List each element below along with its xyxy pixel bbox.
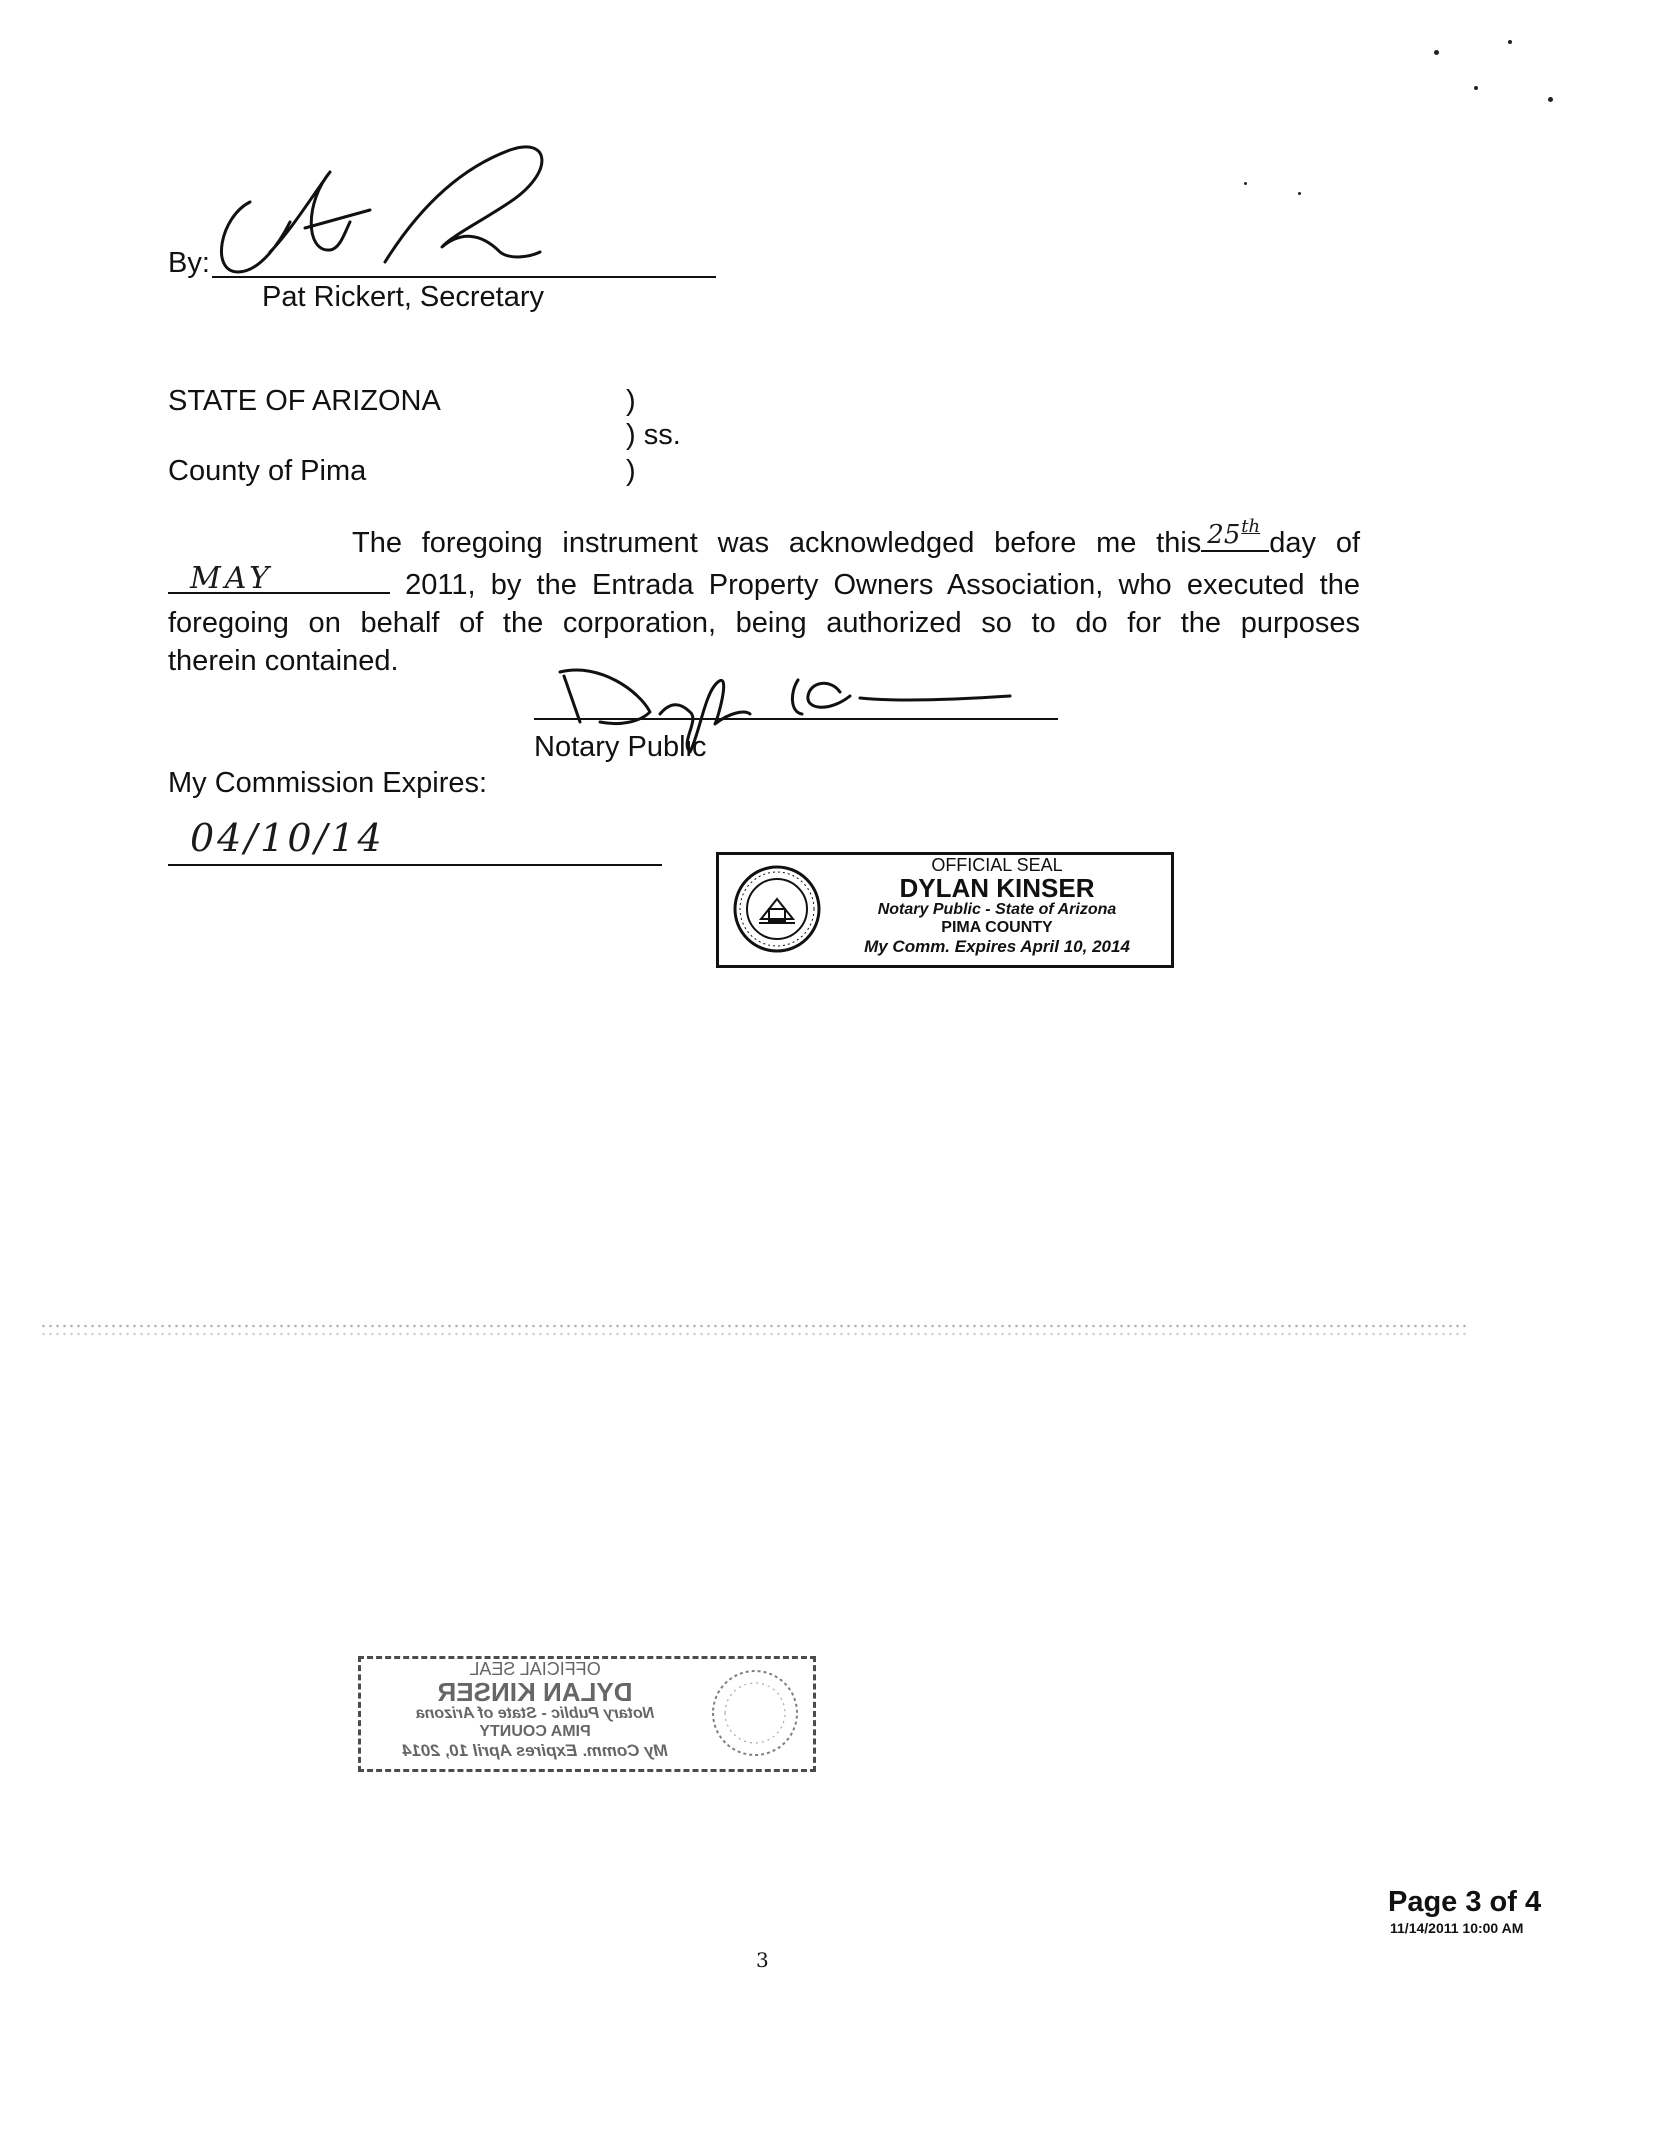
seal-line-4: PIMA COUNTY	[941, 919, 1053, 936]
state-seal-icon	[709, 1667, 801, 1759]
recording-timestamp: 11/14/2011 10:00 AM	[1390, 1920, 1524, 1936]
commission-expires-label: My Commission Expires:	[168, 767, 488, 799]
day-blank	[1201, 516, 1269, 552]
seal-line-3: Notary Public - State of Arizona	[877, 901, 1117, 918]
page-count-label: Page 3 of 4	[1388, 1886, 1542, 1918]
bleed-through-line	[40, 1324, 1470, 1328]
state-label: STATE OF ARIZONA	[168, 385, 441, 417]
seal-line-5: My Comm. Expires April 10, 2014	[864, 937, 1130, 956]
ack-line-2	[168, 562, 1360, 604]
venue-ss: ) ss.	[626, 419, 681, 451]
seal-line-4: PIMA COUNTY	[479, 1723, 591, 1740]
state-seal-icon	[731, 863, 823, 955]
scan-speck	[1508, 40, 1512, 44]
month-blank	[168, 562, 390, 594]
scan-speck	[1298, 192, 1301, 195]
day-suffix-handwritten: th	[1241, 516, 1261, 537]
seal-text-block	[367, 1659, 703, 1761]
seal-line-2: DYLAN KINSER	[899, 873, 1095, 903]
mirrored-seal-bleed-through	[358, 1656, 816, 1772]
ack-line-1-text: The foregoing instrument was acknowledged before me this	[352, 527, 1202, 559]
ack-line-3: foregoing on behalf of the corporation, being authorized so to do for the purposes	[168, 607, 1360, 639]
day-handwritten: 25	[1207, 520, 1241, 550]
commission-date-line	[168, 864, 662, 866]
scan-speck	[1474, 86, 1478, 90]
official-seal-stamp	[716, 852, 1174, 968]
seal-text-block	[829, 855, 1165, 957]
scan-speck	[1244, 182, 1247, 185]
by-label: By:	[168, 247, 210, 279]
bleed-through-line	[40, 1332, 1470, 1336]
seal-line-2: DYLAN KINSER	[437, 1677, 633, 1707]
seal-line-5: My Comm. Expires April 10, 2014	[402, 1741, 668, 1760]
page-number: 3	[756, 1948, 769, 1972]
month-handwritten: MAY	[190, 561, 273, 596]
ack-line-4: therein contained.	[168, 645, 399, 677]
ack-line-2-text: 2011, by the Entrada Property Owners Association, who executed the	[405, 569, 1361, 601]
handwritten-signature-secretary	[210, 132, 570, 282]
commission-date-handwritten: 04/10/14	[190, 816, 385, 860]
scan-speck	[1548, 97, 1553, 102]
seal-line-3: Notary Public - State of Arizona	[415, 1705, 655, 1722]
signer-name-title: Pat Rickert, Secretary	[262, 281, 545, 313]
notary-public-label: Notary Public	[534, 731, 707, 763]
notary-signature-line	[534, 718, 1058, 720]
venue-paren: )	[626, 385, 636, 417]
county-label: County of Pima	[168, 455, 367, 487]
seal-line-1: OFFICIAL SEAL	[931, 855, 1063, 875]
ack-day-of: day of	[1269, 527, 1361, 559]
seal-line-1: OFFICIAL SEAL	[469, 1659, 601, 1679]
scan-speck	[1434, 50, 1439, 55]
ack-line-1	[168, 516, 1361, 562]
venue-paren: )	[626, 455, 636, 487]
